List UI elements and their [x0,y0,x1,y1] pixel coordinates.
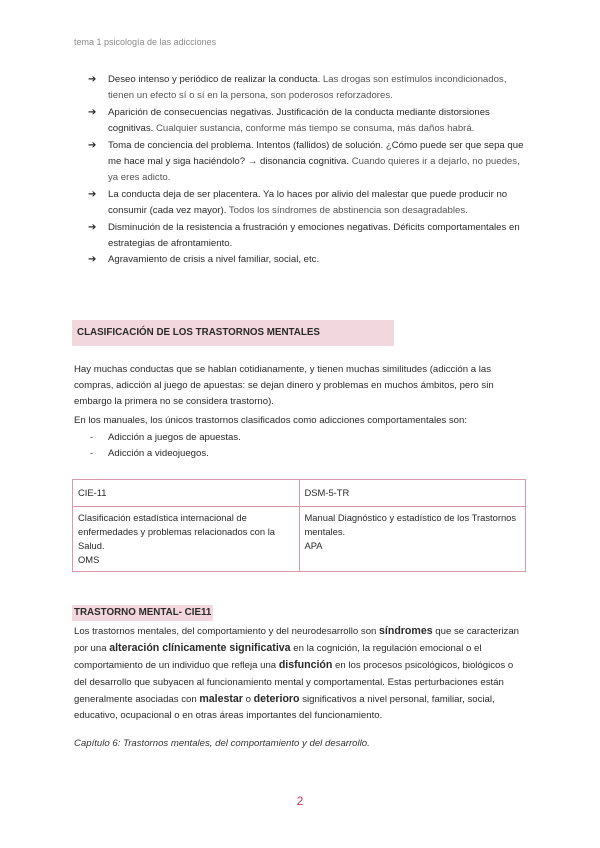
chapter-caption: Capítulo 6: Trastornos mentales, del comportamiento y del desarrollo. [74,738,370,749]
list-item: ➔ La conducta deja de ser placentera. Ya lo haces por alivio del malestar que puede producir no consumir (cada vez mayor). Todos los síndromes de abstinencia son desagradables. [88,188,508,217]
section-heading-trastorno-mental: TRASTORNO MENTAL- CIE11 [72,605,213,621]
list-item: ➔ Disminución de la resistencia a frustración y emociones negativas. Déficits comportamentales en estrategias de afrontamiento. [88,221,520,250]
dash-list [90,430,241,462]
paragraph-intro: Hay muchas conductas que se hablan cotidianamente, y tienen muchas similitudes (adicción a las compras, adicción al juego de apuestas: se dejan dinero y problemas en muchos ámbitos, pero sin embargo la primera no se considera trastorno). [74,364,494,408]
arrow-icon: ➔ [88,221,97,233]
list-item: ➔ Deseo intenso y periódico de realizar la conducta. Las drogas son estímulos incondicionados, tienen un efecto sí o sí en la persona, son poderosos reforzadores. [88,74,507,102]
arrow-icon: ➔ [88,188,97,200]
list-item: - Adicción a juegos de apuestas. [90,432,241,443]
table-cell-cie11-body: Clasificación estadística internacional de enfermedades y problemas relacionados con la Salud. OMS [73,507,300,572]
table-cell-dsm-head: DSM-5-TR [299,480,526,507]
arrow-icon: ➔ [88,254,97,266]
arrow-icon: ➔ [88,139,97,151]
paragraph-manuales: En los manuales, los únicos trastornos clasificados como adicciones comportamentales son: [74,415,468,426]
arrow-icon: ➔ [88,106,97,118]
list-item: ➔ Aparición de consecuencias negativas. Justificación de la conducta mediante distorsiones cognitivas. Cualquier sustancia, conforme más tiempo se consuma, más daños habrá. [88,106,490,135]
comparison-table [72,479,526,572]
bullet-list [88,72,528,269]
page-number: 2 [296,794,304,808]
table-row [73,507,526,572]
table-row [73,480,526,507]
org-oms: OMS [78,554,100,565]
arrow-icon: ➔ [88,74,97,85]
list-item: ➔ Toma de conciencia del problema. Intentos (fallidos) de solución. ¿Cómo puede ser que sepa que me hace mal y siga haciéndolo? → disonancia cognitiva. Cuando quieres ir a dejarlo, no puedes, ya eres adicto. [88,139,524,184]
list-item: ➔ Agravamiento de crisis a nivel familiar, social, etc. [88,252,528,268]
list-item: - Adicción a videojuegos. [90,448,209,460]
paragraph-definicion: Los trastornos mentales, del comportamiento y del neurodesarrollo son síndromes que se caracterizan por una alteración clínicamente significativa en la cognición, la regulación emocional o el comportamiento de un individuo que refleja una disfunción en los procesos psicológicos, biológicos o del desarrollo que subyacen al funcionamiento mental y comportamental. Estas perturbaciones están generalmente asociadas con malestar o deterioro significativos a nivel personal, familiar, social, educativo, ocupacional o en otras áreas importantes del funcionamiento. [74,625,519,722]
page-header: tema 1 psicología de las adicciones [74,37,217,47]
table-cell-dsm-body: Manual Diagnóstico y estadístico de los Trastornos mentales. APA [299,507,526,572]
org-apa: APA [304,540,323,551]
section-heading-clasificacion: CLASIFICACIÓN DE LOS TRASTORNOS MENTALES [72,320,394,346]
table-cell-cie11-head: CIE-11 [73,480,300,507]
